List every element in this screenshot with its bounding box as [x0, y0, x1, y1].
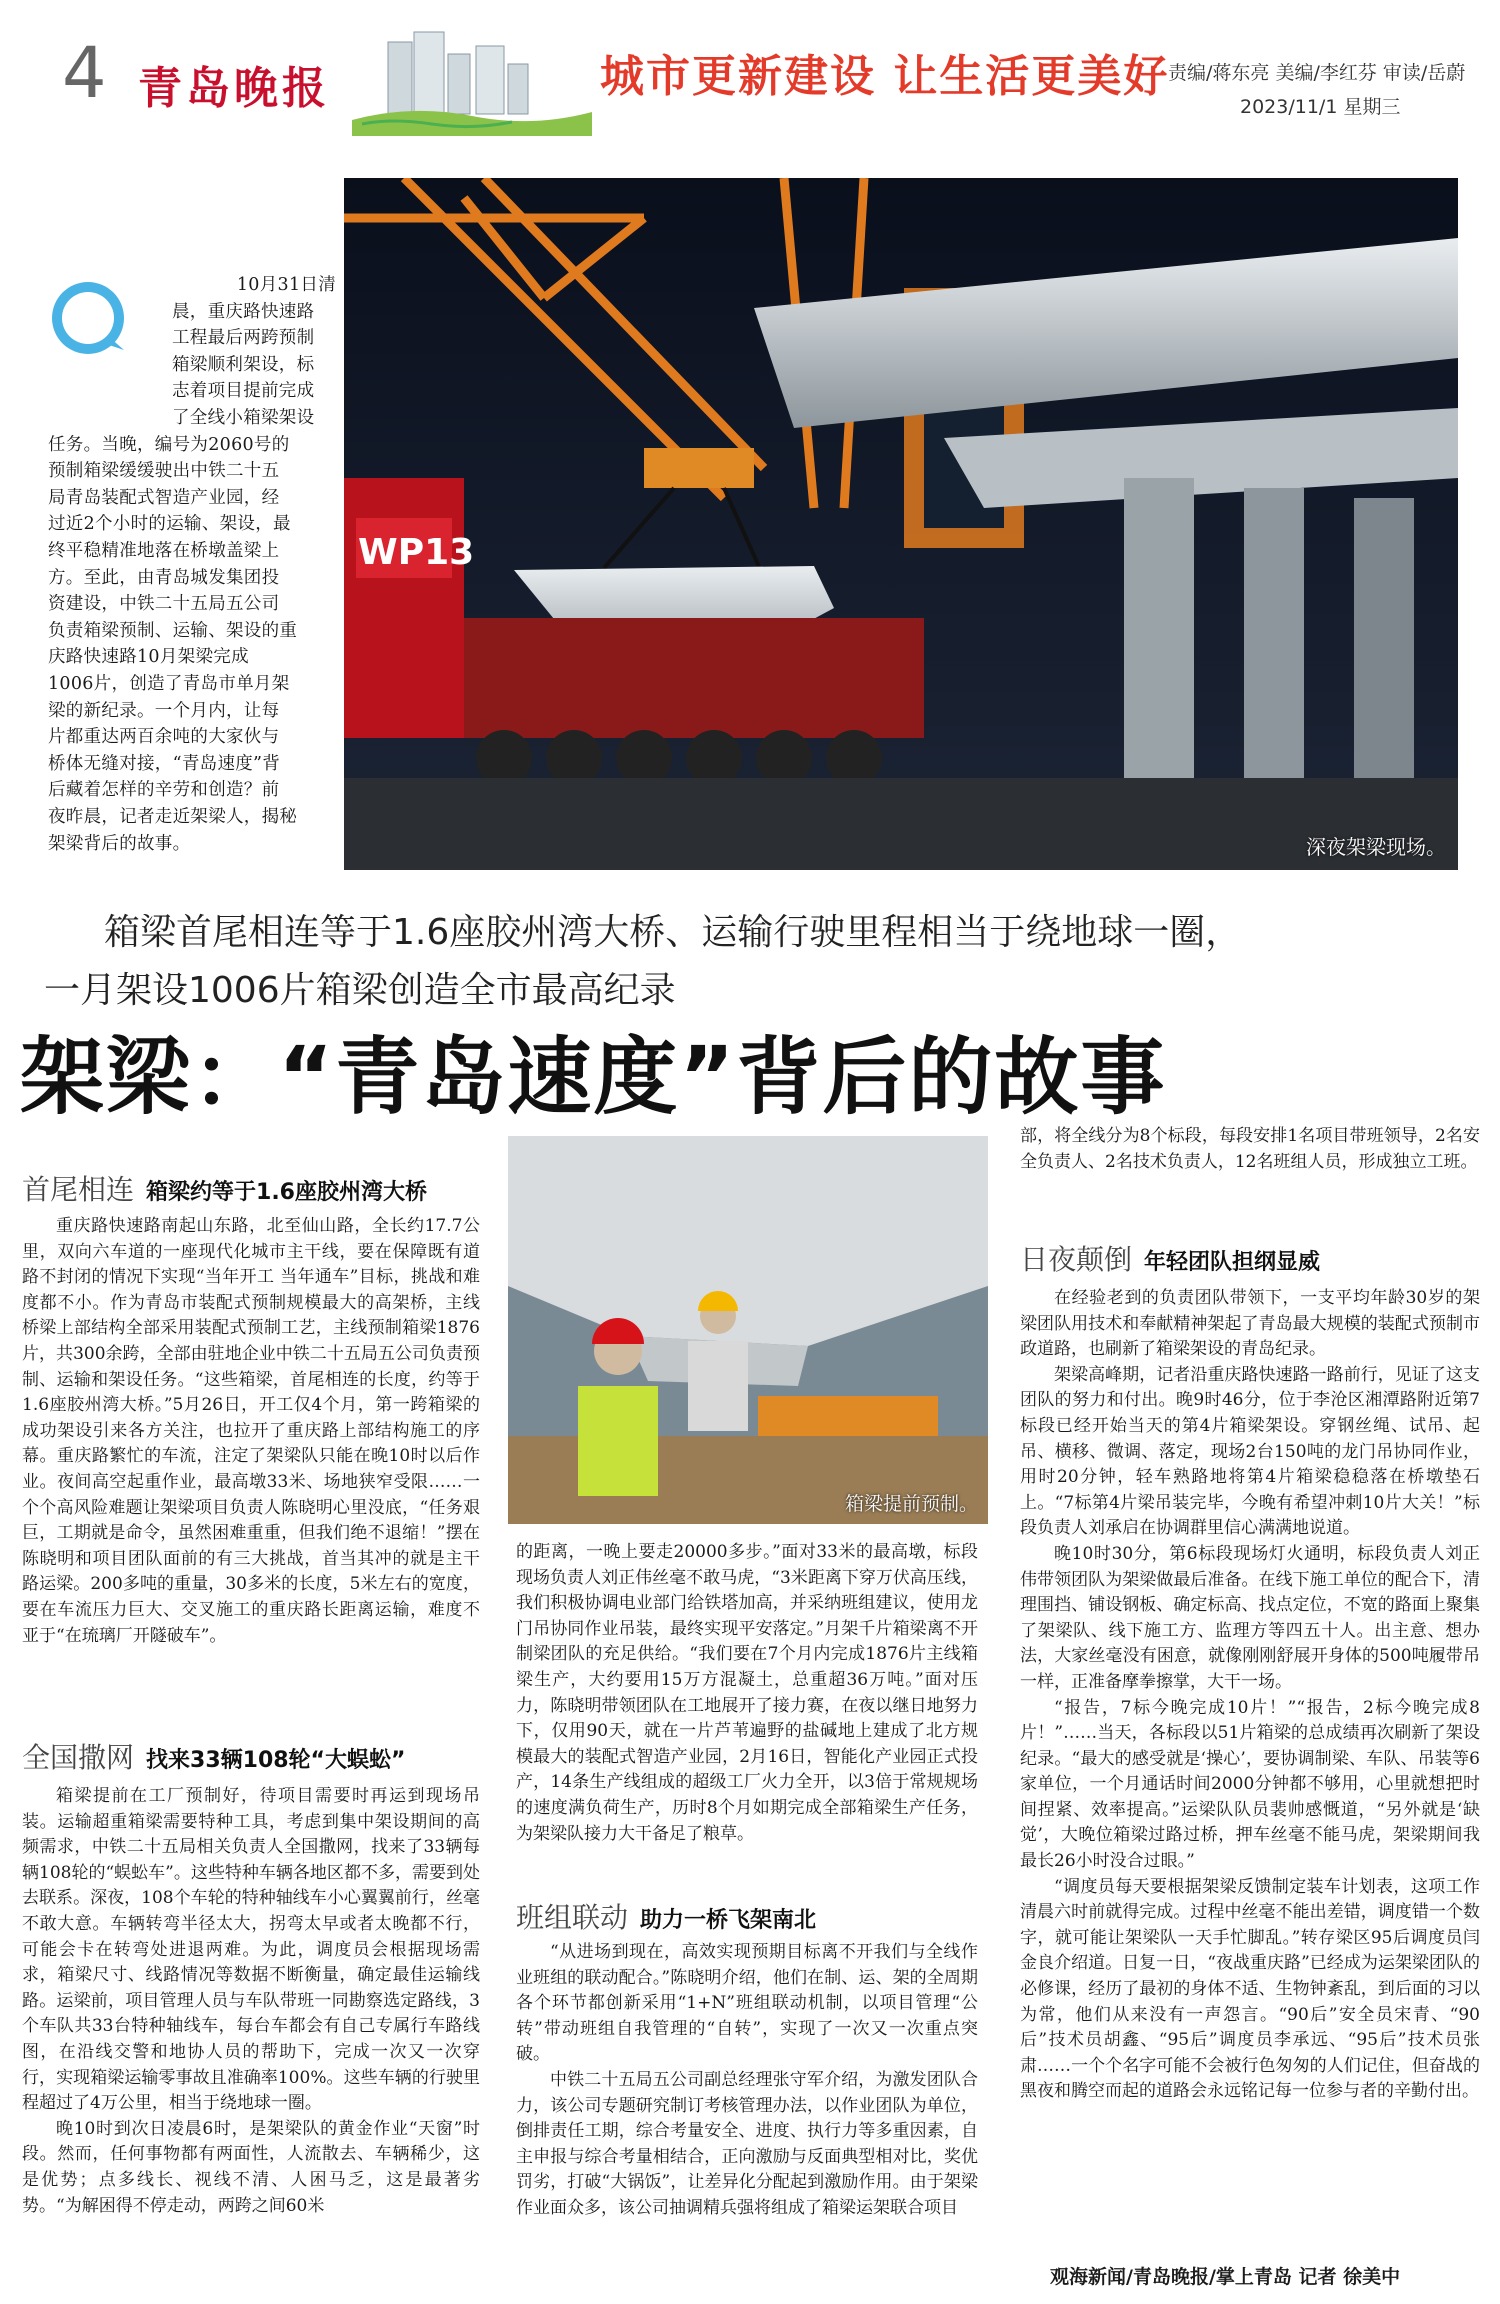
intro-line: 梁的新纪录。一个月内，让每	[48, 700, 280, 721]
section-head-1: 首尾相连 箱梁约等于1.6座胶州湾大桥	[22, 1173, 427, 1206]
main-headline: 架梁：“青岛速度”背后的故事	[20, 1028, 1167, 1126]
column-2-part-2: “从进场到现在，高效实现预期目标离不开我们与全线作业班组的联动配合。”陈晓明介绍，他们在制、运、架的全周期各个环节都创新采用“1+N”班组联动机制，以项目管理“公转”带动班组自我管理的“自转”，实现了一次又一次重点突破。 中铁二十五局五公司副总经理张守军介绍，为激发团队合力，该公司专题研究制订考核管理办法，以作业团队为单位，倒排责任工期，综合考量安全、进度、执行力等多重因素，自主申报与综合考量相结合，正向激励与反面典型相对比，奖优罚劣，打破“大锅饭”，让差异化分配起到激励作用。由于架梁作业面众多，该公司抽调精兵强将组成了箱梁运架联合项目	[516, 1942, 978, 2218]
page-slogan: 城市更新建设 让生活更美好	[600, 51, 1170, 102]
page-number: 4	[62, 32, 107, 114]
intro-line: 10月31日清	[236, 275, 336, 295]
intro-line: 工程最后两跨预制	[172, 328, 315, 349]
hero-photo-caption: 深夜架梁现场。	[1306, 835, 1446, 859]
intro-line: 负责箱梁预制、运输、架设的重	[48, 620, 298, 641]
intro-line: 片都重达两百余吨的大家伙与	[48, 727, 280, 748]
headline-deck-line-1: 箱梁首尾相连等于1.6座胶州湾大桥、运输行驶里程相当于绕地球一圈，	[104, 912, 1242, 953]
quote-bubble-icon	[48, 278, 130, 360]
truck-label: WP13	[358, 532, 475, 573]
column-3-part-1: 部，将全线分为8个标段，每段安排1名项目带班领导，2名安全负责人、2名技术负责人，12名班组人员，形成独立工班。	[1020, 1126, 1480, 1172]
intro-line: 方。至此，由青岛城发集团投	[48, 567, 280, 588]
section-head-2: 全国撒网 找来33辆108轮“大蜈蚣”	[22, 1741, 406, 1774]
column-1-part-1: 重庆路快速路南起山东路，北至仙山路，全长约17.7公里，双向六车道的一座现代化城市主干线，要在保障既有道路不封闭的情况下实现“当年开工 当年通车”目标，挑战和难度都不小。作为青岛市装配式预制规模最大的高架桥，主线桥梁上部结构全部采用装配式预制工艺，主线预制箱梁1876片，共300余跨，全部由驻地企业中铁二十五局五公司负责预制、运输和架设任务。“这些箱梁，首尾相连的长度，约等于1.6座胶州湾大桥。”5月26日，开工仅4个月，第一跨箱梁的成功架设引来各方关注，也拉开了重庆路上部结构施工的序幕。重庆路繁忙的车流，注定了架梁队只能在晚10时以后作业。夜间高空起重作业，最高墩33米、场地狭窄受限……一个个高风险难题让架梁项目负责人陈晓明心里没底，“任务艰巨，工期就是命令，虽然困难重重，但我们绝不退缩！”摆在陈晓明和项目团队面前的有三大挑战，首当其冲的就是主干路运梁。200多吨的重量，30多米的长度，5米左右的宽度，要在车流压力巨大、交叉施工的重庆路长距离运输，难度不亚于“在琉璃厂开隧破车”。	[22, 1216, 480, 1646]
intro-line: 1006片，创造了青岛市单月架	[48, 674, 290, 694]
column-3-part-2: 在经验老到的负责团队带领下，一支平均年龄30岁的架梁团队用技术和奉献精神架起了青岛最大规模的装配式预制市政道路，也刷新了箱梁架设的青岛纪录。 架梁高峰期，记者沿重庆路快速路一路前行，见证了这支团队的努力和付出。晚9时46分，位于李沧区湘潭路附近第7标段已经开始当天的第4片箱梁架设。穿钢丝绳、试吊、起吊、横移、微调、落定，现场2台150吨的龙门吊协同作业，用时20分钟，轻车熟路地将第4片箱梁稳稳落在桥墩垫石上。“7标第4片梁吊装完毕，今晚有希望冲刺10片大关！”标段负责人刘承启在协调群里信心满满地说道。 晚10时30分，第6标段现场灯火通明，标段负责人刘正伟带领团队为架梁做最后准备。在线下施工单位的配合下，清理围挡、铺设钢板、确定标高、找点定位，不宽的路面上聚集了架梁队、线下施工方、监理方等四五十人。出主意、想办法，大家丝毫没有困意，就像刚刚舒展开身体的500吨履带吊一样，正准备摩拳擦掌，大干一场。 “报告，7标今晚完成10片！”“报告，2标今晚完成8片！”……当天，各标段以51片箱梁的总成绩再次刷新了架设纪录。“最大的感受就是‘操心’，要协调制梁、车队、吊装等6家单位，一个月通话时间2000分钟都不够用，心里就想把时间捏紧、效率提高。”运梁队队员裴帅感慨道，“另外就是‘缺觉’，大晚位箱梁过路过桥，押车丝毫不能马虎，架梁期间我最长26小时没合过眼。” “调度员每天要根据架梁反馈制定装车计划表，这项工作清晨六时前就得完成。过程中丝毫不能出差错，调度错一个数字，就可能让架梁队一天手忙脚乱。”转存梁区95后调度员闫金良介绍道。日复一日，“夜战重庆路”已经成为运架梁团队的必修课，经历了最初的身体不适、生物钟紊乱，到后面的习以为常，他们从来没有一声怨言。“90后”安全员宋青、“90后”技术员胡鑫、“95后”调度员李承远、“95后”技术员张肃……一个个名字可能不会被行色匆匆的人们记住，但奋战的黑夜和腾空而起的道路会永远铭记每一位参与者的辛勤付出。	[1020, 1288, 1480, 2102]
intro-line: 过近2个小时的运输、架设，最	[48, 514, 291, 535]
issue-date: 2023/11/1 星期三	[1240, 96, 1401, 118]
intro-line: 夜昨晨，记者走近架梁人，揭秘	[48, 807, 298, 827]
intro-line: 了全线小箱梁架设	[172, 408, 315, 428]
intro-line: 箱梁顺利架设，标	[172, 354, 315, 375]
section-head-4: 日夜颠倒 年轻团队担纲显威	[1020, 1243, 1321, 1276]
headline-deck-line-2: 一月架设1006片箱梁创造全市最高纪录	[44, 970, 676, 1011]
intro-line: 终平稳精准地落在桥墩盖梁上	[48, 541, 280, 561]
hero-photo	[344, 178, 1458, 870]
newspaper-name: 青岛晚报	[138, 63, 330, 114]
intro-line: 预制箱梁缓缓驶出中铁二十五	[48, 461, 280, 482]
intro-line: 后藏着怎样的辛劳和创造？前	[48, 780, 280, 801]
section-head-3: 班组联动 助力一桥飞架南北	[516, 1901, 817, 1934]
precast-photo-caption: 箱梁提前预制。	[844, 1493, 978, 1515]
city-skyline-icon	[352, 24, 592, 136]
intro-line: 志着项目提前完成	[172, 381, 315, 402]
intro-line: 资建设，中铁二十五局五公司	[48, 594, 280, 615]
intro-line: 架梁背后的故事。	[48, 833, 191, 854]
precast-beam-photo	[508, 1136, 988, 1524]
intro-line: 局青岛装配式智造产业园，经	[48, 487, 280, 508]
intro-line: 晨，重庆路快速路	[172, 301, 315, 322]
intro-line: 庆路快速路10月架梁完成	[48, 647, 249, 668]
intro-line: 任务。当晚，编号为2060号的	[48, 434, 290, 455]
byline: 观海新闻/青岛晚报/掌上青岛 记者 徐美中	[1050, 2266, 1401, 2288]
column-2-part-1: 的距离，一晚上要走20000多步。”面对33米的最高墩，标段现场负责人刘正伟丝毫不敢马虎，“3米距离下穿万伏高压线，我们积极协调电业部门给铁塔加高，并采纳班组建议，使用龙门吊协同作业吊装，最终实现平安落定。”月架千片箱梁离不开制梁团队的充足供给。“我们要在7个月内完成1876片主线箱梁生产，大约要用15万方混凝土，总重超36万吨。”面对压力，陈晓明带领团队在工地展开了接力赛，在夜以继日地努力下，仅用90天，就在一片芦苇遍野的盐碱地上建成了北方规模最大的装配式智造产业园，2月16日，智能化产业园正式投产，14条生产线组成的超级工厂火力全开，以3倍于常规规场的速度满负荷生产，历时8个月如期完成全部箱梁生产任务，为架梁队接力大干备足了粮草。	[516, 1542, 978, 1844]
editor-credits: 责编/蒋东亮 美编/李红芬 审读/岳蔚	[1168, 62, 1466, 84]
column-1-part-2: 箱梁提前在工厂预制好，待项目需要时再运到现场吊装。运输超重箱梁需要特种工具，考虑到集中架设期间的高频需求，中铁二十五局相关负责人全国撒网，找来了33辆每辆108轮的“蜈蚣车”。这些特种车辆各地区都不多，需要到处去联系。深夜，108个车轮的特种轴线车小心翼翼前行，丝毫不敢大意。车辆转弯半径太大，拐弯太早或者太晚都不行，可能会卡在转弯处进退两难。为此，调度员会根据现场需求，箱梁尺寸、线路情况等数据不断衡量，确定最佳运输线路。运梁前，项目管理人员与车队带班一同勘察选定路线，3个车队共33台特种轴线车，每台车都会有自己专属行车路线图，在沿线交警和地协人员的帮助下，完成一次又一次穿行，实现箱梁运输零事故且准确率100%。这些车辆的行驶里程超过了4万公里，相当于绕地球一圈。 晚10时到次日凌晨6时，是架梁队的黄金作业“天窗”时段。然而，任何事物都有两面性，人流散去、车辆稀少，这是优势；点多线长、视线不清、人困马乏，这是最著劣势。“为解困得不停走动，两跨之间60米	[22, 1786, 480, 2216]
intro-line: 桥体无缝对接，“青岛速度”背	[48, 753, 281, 774]
